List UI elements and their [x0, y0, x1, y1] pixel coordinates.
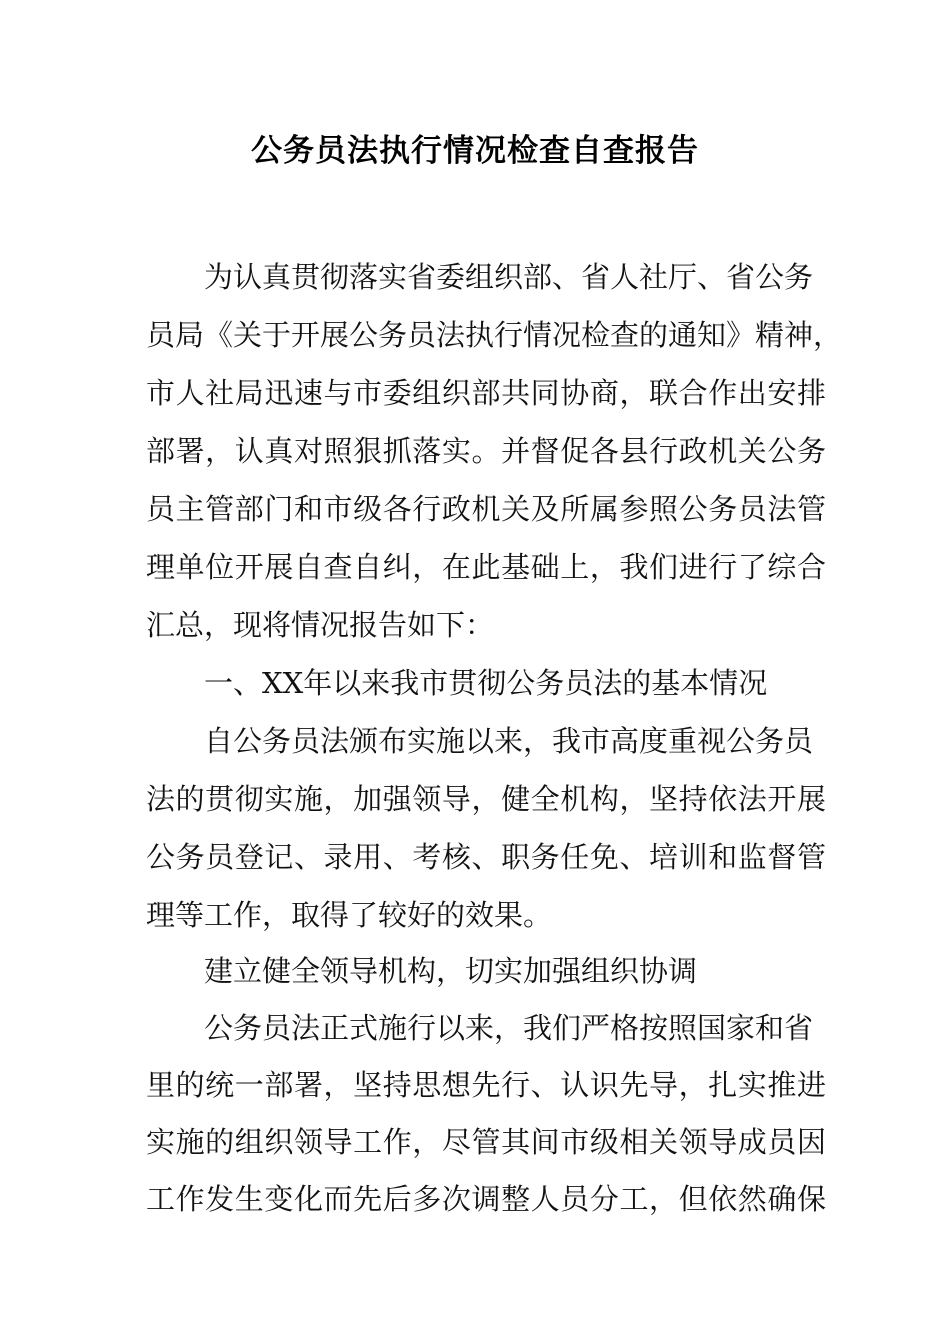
paragraph-line: 自公务员法颁布实施以来，我市高度重视公务员 — [204, 724, 814, 758]
paragraph-line: 员主管部门和市级各行政机关及所属参照公务员法管 — [146, 492, 826, 526]
paragraph-line: 员局《关于开展公务员法执行情况检查的通知》精神， — [146, 318, 843, 352]
paragraph-line: 法的贯彻实施，加强领导，健全机构，坚持依法开展 — [146, 782, 826, 816]
paragraph-line: 公务员登记、录用、考核、职务任免、培训和监督管 — [146, 840, 826, 874]
paragraph-line: 公务员法正式施行以来，我们严格按照国家和省 — [204, 1011, 814, 1045]
paragraph-line: 实施的组织领导工作，尽管其间市级相关领导成员因 — [146, 1125, 826, 1159]
paragraph-line: 汇总，现将情况报告如下： — [146, 608, 495, 642]
paragraph-line: 为认真贯彻落实省委组织部、省人社厅、省公务 — [204, 260, 814, 294]
paragraph-line: 里的统一部署，坚持思想先行、认识先导，扎实推进 — [146, 1068, 826, 1102]
paragraph-line: 工作发生变化而先后多次调整人员分工，但依然确保 — [146, 1182, 826, 1216]
subsection-heading: 建立健全领导机构，切实加强组织协调 — [204, 954, 698, 988]
paragraph-line: 市人社局迅速与市委组织部共同协商，联合作出安排 — [146, 376, 826, 410]
section-heading: 一、XX年以来我市贯彻公务员法的基本情况 — [204, 666, 768, 700]
paragraph-line: 部署，认真对照狠抓落实。并督促各县行政机关公务 — [146, 434, 826, 468]
paragraph-line: 理单位开展自查自纠，在此基础上，我们进行了综合 — [146, 550, 826, 584]
document-title: 公务员法执行情况检查自查报告 — [251, 133, 699, 169]
paragraph-line: 理等工作，取得了较好的效果。 — [146, 898, 553, 932]
